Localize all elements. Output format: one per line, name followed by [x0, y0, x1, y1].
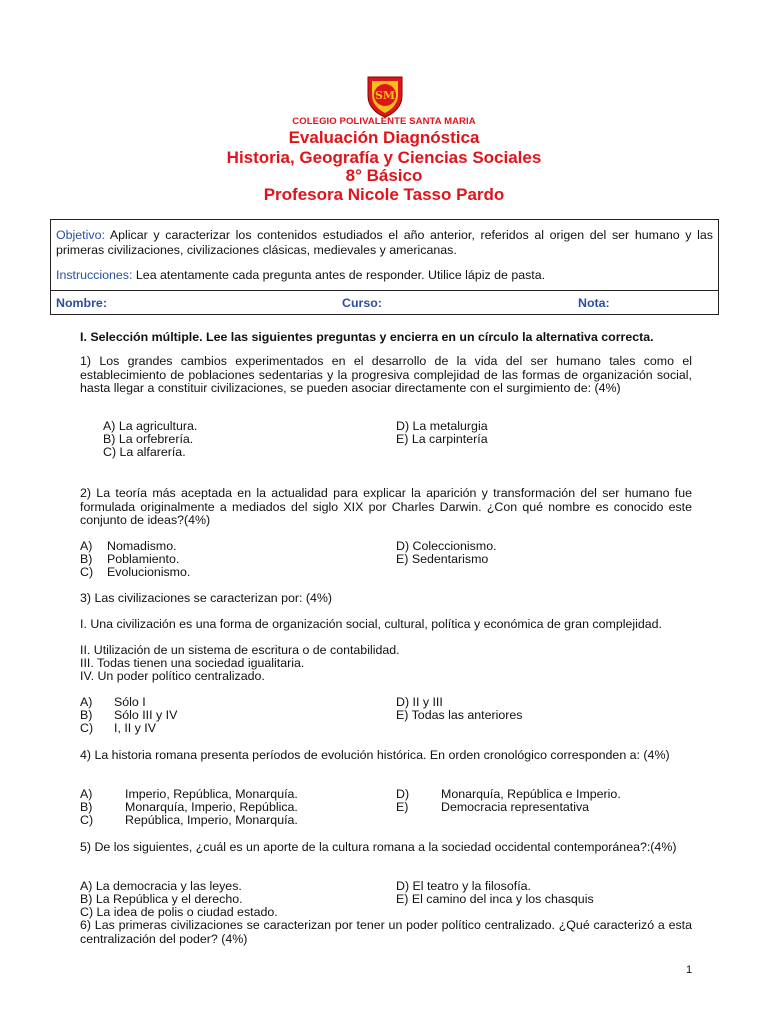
q3-option-b-key: B) [80, 708, 93, 722]
q3-option-b: Sólo III y IV [114, 708, 178, 722]
q5-option-c: C) La idea de polis o ciudad estado. [80, 905, 278, 919]
q3-statement-2: II. Utilización de un sistema de escritura o de contabilidad. [80, 643, 400, 657]
q5-option-b: B) La República y el derecho. [80, 892, 243, 906]
q2-option-a-key: A) [80, 539, 93, 553]
q3-option-a: Sólo I [114, 695, 146, 709]
q1-option-c: C) La alfarería. [103, 445, 186, 459]
q3-statement-3: III. Todas tienen una sociedad igualitaria. [80, 656, 305, 670]
q3-option-e: E) Todas las anteriores [396, 708, 523, 722]
logo-letters: SM [374, 89, 396, 102]
q2-option-a: Nomadismo. [107, 539, 177, 553]
q1-option-a: A) La agricultura. [103, 419, 198, 433]
exam-subject: Historia, Geografía y Ciencias Sociales [226, 148, 542, 167]
q4-option-e: Democracia representativa [441, 800, 590, 814]
question-5-text: 5) De los siguientes, ¿cuál es un aporte de la cultura romana a la sociedad occidental contemporánea?:(4%) [80, 840, 677, 854]
q2-option-b-key: B) [80, 552, 93, 566]
q3-option-d: D) II y III [396, 695, 443, 709]
q4-option-d: Monarquía, República e Imperio. [441, 787, 621, 801]
box-divider [51, 290, 718, 291]
school-logo [365, 74, 405, 118]
q5-option-e: E) El camino del inca y los chasquis [396, 892, 594, 906]
q4-option-e-key: E) [396, 800, 409, 814]
q3-statement-1: I. Una civilización es una forma de organización social, cultural, política y económica de gran complejidad. [80, 617, 662, 631]
q4-option-d-key: D) [396, 787, 410, 801]
instructions-text: Lea atentamente cada pregunta antes de responder. Utilice lápiz de pasta. [135, 268, 546, 282]
section-title: I. Selección múltiple. Lee las siguientes preguntas y encierra en un círculo la alternativa correcta. [80, 330, 654, 344]
q3-statement-4: IV. Un poder político centralizado. [80, 669, 265, 683]
question-2-text: 2) La teoría más aceptada en la actualidad para explicar la aparición y transformación del ser humano fue formulada originalmente a mediados del siglo XIX por Charles Darwin. ¿Con qué nombre es conocido este conjunto de ideas?(4%) [80, 486, 692, 527]
q4-option-a-key: A) [80, 787, 93, 801]
q4-option-c: República, Imperio, Monarquía. [125, 813, 298, 827]
page-number: 1 [686, 964, 693, 976]
exam-teacher: Profesora Nicole Tasso Pardo [263, 185, 505, 204]
school-name: COLEGIO POLIVALENTE SANTA MARIA [292, 116, 476, 127]
question-4-text: 4) La historia romana presenta períodos de evolución histórica. En orden cronológico corresponden a: (4%) [80, 748, 670, 762]
q5-option-d: D) El teatro y la filosofía. [396, 879, 531, 893]
q4-option-b: Monarquía, Imperio, República. [125, 800, 298, 814]
info-box [50, 219, 719, 315]
q5-option-a: A) La democracia y las leyes. [80, 879, 242, 893]
q1-option-d: D) La metalurgia [396, 419, 488, 433]
q3-option-c-key: C) [80, 721, 94, 735]
q2-option-d: D) Coleccionismo. [396, 539, 497, 553]
objective [56, 228, 713, 258]
q2-option-c: Evolucionismo. [107, 565, 191, 579]
question-1-text: 1) Los grandes cambios experimentados en el desarrollo de la vida del ser humano tales como el establecimiento de poblaciones sedentarias y la progresiva complejidad de las formas de organización social, hasta llegar a constituir civilizaciones, se pueden asociar directamente con el surgimiento de: (4%) [80, 354, 692, 395]
q1-option-b: B) La orfebrería. [103, 432, 194, 446]
q4-option-c-key: C) [80, 813, 94, 827]
q4-option-b-key: B) [80, 800, 93, 814]
instructions [56, 268, 713, 283]
q3-option-a-key: A) [80, 695, 93, 709]
exam-title: Evaluación Diagnóstica [288, 128, 480, 147]
q3-option-c: I, II y IV [114, 721, 156, 735]
q1-option-e: E) La carpintería [396, 432, 488, 446]
exam-grade: 8° Básico [345, 166, 423, 185]
objective-text: Aplicar y caracterizar los contenidos estudiados el año anterior, referidos al origen del ser humano y las primeras civilizaciones, civilizaciones clásicas, medievales y americanas. [56, 228, 713, 257]
q2-option-e: E) Sedentarismo [396, 552, 489, 566]
instructions-label: Instrucciones: [56, 268, 133, 282]
objective-label: Objetivo: [56, 228, 105, 242]
q2-option-c-key: C) [80, 565, 94, 579]
question-3-text: 3) Las civilizaciones se caracterizan por: (4%) [80, 591, 333, 605]
q2-option-b: Poblamiento. [107, 552, 180, 566]
name-field-label: Nombre: [56, 296, 107, 310]
q4-option-a: Imperio, República, Monarquía. [125, 787, 298, 801]
question-6-text: 6) Las primeras civilizaciones se caracterizan por tener un poder político centralizado. ¿Qué caracterizó a esta centralización del poder? (4%) [80, 918, 692, 946]
grade-field-label: Nota: [578, 296, 610, 310]
course-field-label: Curso: [342, 296, 382, 310]
